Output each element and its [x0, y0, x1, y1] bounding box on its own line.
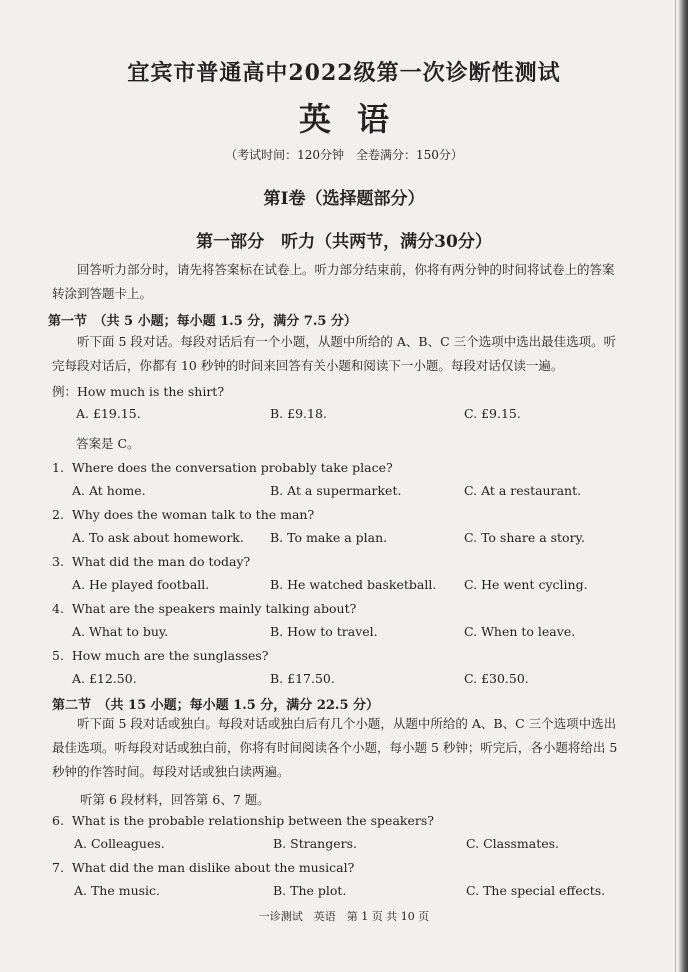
question-number: 4.	[52, 601, 64, 616]
question-number: 2.	[52, 507, 64, 522]
q7-option-a: A. The music.	[74, 883, 161, 898]
question-text: What is the probable relationship between the speakers?	[71, 813, 434, 828]
q7-option-b: B. The plot.	[273, 883, 347, 898]
q3-option-c: C. He went cycling.	[464, 577, 588, 592]
q2-option-c: C. To share a story.	[464, 530, 585, 545]
page-footer: 一诊测试 英语 第 1 页 共 10 页	[258, 910, 430, 923]
question-3	[52, 554, 250, 569]
q2-option-a: A. To ask about homework.	[72, 530, 244, 545]
section2-instructions: 听下面 5 段对话或独白。每段对话或独白后有几个小题，从题中所给的 A、B、C 三个选项中选出最佳选项。听每段对话或独白前，你将有时间阅读各个小题，每小题 5 秒钟；听完后，各小题将给出 5 秒钟的作答时间。每段对话或独白读两遍。	[52, 716, 618, 779]
section1-instructions: 听下面 5 段对话。每段对话后有一个小题，从题中所给的 A、B、C 三个选项中选出最佳选项。听完每段对话后，你都有 10 秒钟的时间来回答有关小题和阅读下一小题。每段对话仅读一遍。	[52, 334, 617, 373]
question-number: 1.	[52, 460, 64, 475]
intro-paragraph: 回答听力部分时，请先将答案标在试卷上。听力部分结束前，你将有两分钟的时间将试卷上的答案转涂到答题卡上。	[52, 262, 615, 301]
subject-title: 英语	[298, 100, 415, 138]
part-title: 第一部分 听力（共两节，满分30分）	[196, 232, 492, 252]
example-question: 例：How much is the shirt?	[52, 384, 225, 399]
question-text: Where does the conversation probably take place?	[71, 460, 393, 475]
question-number: 7.	[52, 860, 64, 875]
q1-option-a: A. At home.	[72, 483, 146, 498]
q1-option-b: B. At a supermarket.	[270, 483, 402, 498]
q6-option-a: A. Colleagues.	[74, 836, 165, 851]
volume-title: 第Ⅰ卷（选择题部分）	[263, 189, 425, 209]
q5-option-b: B. £17.50.	[270, 671, 335, 686]
question-number: 3.	[52, 554, 64, 569]
example-option-a: A. £19.15.	[76, 406, 141, 421]
q4-option-a: A. What to buy.	[72, 624, 169, 639]
question-text: What are the speakers mainly talking about?	[71, 601, 357, 616]
example-option-b: B. £9.18.	[270, 406, 327, 421]
section2-material-note: 听第 6 段材料，回答第 6、7 题。	[80, 792, 270, 807]
q5-option-c: C. £30.50.	[464, 671, 529, 686]
question-number: 6.	[52, 813, 64, 828]
question-text: Why does the woman talk to the man?	[71, 507, 315, 522]
q3-option-a: A. He played football.	[72, 577, 210, 592]
question-text: How much are the sunglasses?	[71, 648, 269, 663]
exam-time-info: （考试时间：120分钟 全卷满分：150分）	[225, 148, 463, 162]
question-text: What did the man dislike about the musical?	[71, 860, 355, 875]
q4-option-c: C. When to leave.	[464, 624, 576, 639]
q6-option-c: C. Classmates.	[466, 836, 560, 851]
q1-option-c: C. At a restaurant.	[464, 483, 582, 498]
example-option-c: C. £9.15.	[464, 406, 521, 421]
question-1	[52, 460, 393, 475]
question-5	[52, 648, 268, 663]
question-number: 5.	[52, 648, 64, 663]
question-4	[52, 601, 356, 616]
q6-option-b: B. Strangers.	[273, 836, 357, 851]
q5-option-a: A. £12.50.	[72, 671, 137, 686]
q3-option-b: B. He watched basketball.	[270, 577, 437, 592]
section1-heading: 第一节 （共 5 小题；每小题 1.5 分，满分 7.5 分）	[48, 314, 357, 329]
q4-option-b: B. How to travel.	[270, 624, 378, 639]
example-answer: 答案是 C。	[76, 436, 140, 451]
question-2	[52, 507, 314, 522]
section2-heading: 第二节 （共 15 小题；每小题 1.5 分，满分 22.5 分）	[52, 698, 380, 713]
question-7	[52, 860, 354, 875]
q2-option-b: B. To make a plan.	[270, 530, 388, 545]
question-6	[52, 813, 434, 828]
exam-title: 宜宾市普通高中2022级第一次诊断性测试	[127, 60, 561, 86]
question-text: What did the man do today?	[71, 554, 251, 569]
q7-option-c: C. The special effects.	[466, 883, 606, 898]
